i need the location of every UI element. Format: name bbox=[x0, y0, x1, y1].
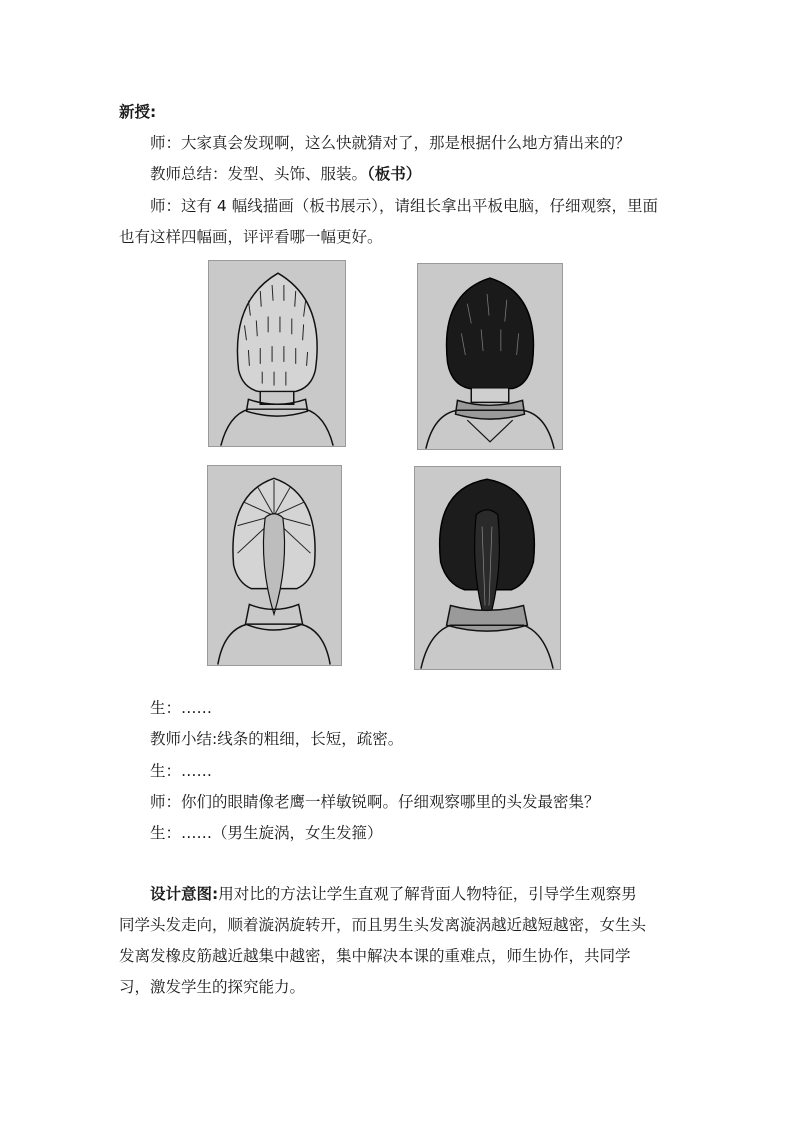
student-response-2: 生：…… bbox=[150, 762, 213, 780]
drawing-girl-ponytail-lines bbox=[207, 465, 342, 666]
design-intent-line4: 习，激发学生的探究能力。 bbox=[119, 978, 306, 996]
teacher-instruction-line2: 也有这样四幅画，评评看哪一幅更好。 bbox=[119, 228, 383, 246]
boy-dense-hair-illustration bbox=[418, 264, 562, 449]
student-response-1: 生：…… bbox=[150, 699, 213, 717]
teacher-summary bbox=[150, 163, 421, 185]
teacher-mini-summary: 教师小结:线条的粗细，长短，疏密。 bbox=[150, 730, 404, 748]
drawing-boy-light-hair bbox=[208, 260, 346, 447]
drawing-boy-dense-hair bbox=[417, 263, 563, 450]
drawing-girl-ponytail-dense bbox=[414, 466, 561, 670]
teacher-instruction-line1: 师：这有 4 幅线描画（板书展示），请组长拿出平板电脑，仔细观察，里面 bbox=[150, 197, 658, 215]
student-response-3: 生：……（男生旋涡，女生发箍） bbox=[150, 824, 383, 842]
summary-text: 教师总结：发型、头饰、服装。 bbox=[150, 165, 368, 183]
teacher-question: 师：大家真会发现啊，这么快就猜对了，那是根据什么地方猜出来的？ bbox=[150, 134, 631, 152]
design-intent-line1 bbox=[150, 883, 637, 905]
section-heading: 新授: bbox=[119, 103, 157, 121]
boy-light-hair-illustration bbox=[209, 261, 345, 446]
teacher-praise: 师：你们的眼睛像老鹰一样敏锐啊。仔细观察哪里的头发最密集？ bbox=[150, 793, 600, 811]
design-intent-colon: : bbox=[212, 885, 219, 903]
girl-ponytail-dense-illustration bbox=[415, 467, 560, 669]
design-intent-line3: 发离发橡皮筋越近越集中越密，集中解决本课的重难点，师生协作，共同学 bbox=[119, 947, 631, 965]
design-intent-line2: 同学头发走向，顺着漩涡旋转开，而且男生头发离漩涡越近越短越密，女生头 bbox=[119, 916, 647, 934]
board-note: （板书） bbox=[367, 165, 422, 183]
design-intent-text1: 用对比的方法让学生直观了解背面人物特征，引导学生观察男 bbox=[218, 885, 637, 903]
girl-ponytail-lines-illustration bbox=[208, 466, 341, 665]
design-intent-label: 设计意图 bbox=[150, 885, 213, 903]
